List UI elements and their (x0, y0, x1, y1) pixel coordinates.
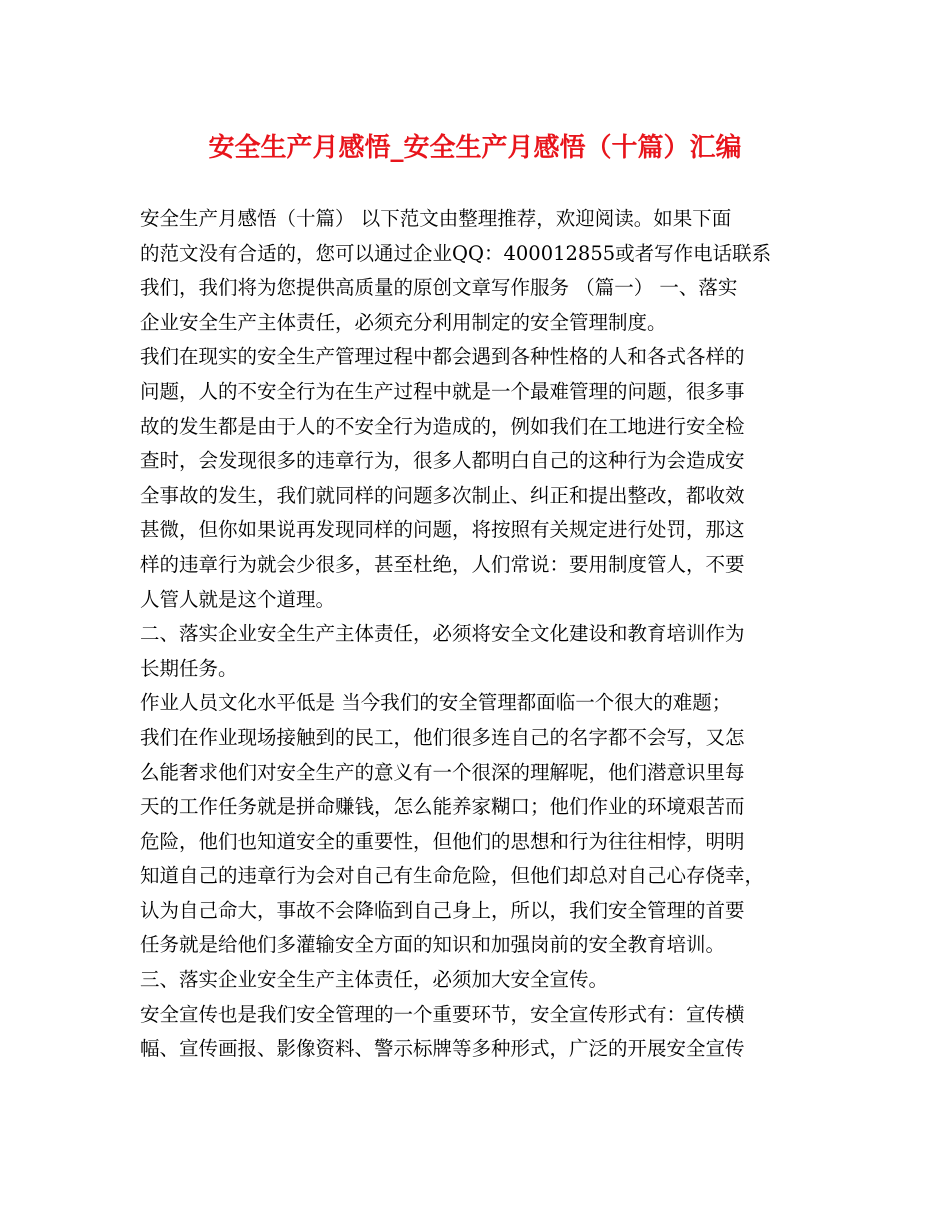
text-line: 危险，他们也知道安全的重要性，但他们的思想和行为往往相悖，明明 (140, 829, 745, 853)
text-line: 任务就是给他们多灌输安全方面的知识和加强岗前的安全教育培训。 (140, 933, 726, 957)
text-line: 么能奢求他们对安全生产的意义有一个很深的理解呢，他们潜意识里每 (140, 760, 745, 784)
text-line: 天的工作任务就是拼命赚钱，怎么能养家糊口；他们作业的环境艰苦而 (140, 795, 745, 819)
text-line: 幅、宣传画报、影像资料、警示标牌等多种形式，广泛的开展安全宣传 (140, 1037, 745, 1061)
text-line: 安全生产月感悟（十篇） 以下范文由整理推荐，欢迎阅读。如果下面 (140, 207, 732, 230)
text-line: 全事故的发生，我们就同样的问题多次制止、纠正和提出整改，都收效 (140, 483, 745, 507)
text-line: 查时，会发现很多的违章行为，很多人都明白自己的这种行为会造成安 (140, 449, 745, 473)
document-title: 安全生产月感悟_安全生产月感悟（十篇）汇编 (208, 133, 742, 163)
text-line: 问题，人的不安全行为在生产过程中就是一个最难管理的问题，很多事 (140, 379, 745, 403)
text-line: 的范文没有合适的，您可以通过企业QQ：400012855或者写作电话联系 (140, 241, 772, 265)
text-line: 人管人就是这个道理。 (140, 587, 336, 611)
text-line: 故的发生都是由于人的不安全行为造成的，例如我们在工地进行安全检 (140, 414, 745, 438)
text-line: 样的违章行为就会少很多，甚至杜绝，人们常说：要用制度管人，不要 (140, 552, 745, 576)
text-line: 知道自己的违章行为会对自己有生命危险，但他们却总对自己心存侥幸， (140, 864, 765, 888)
text-line: 我们，我们将为您提供高质量的原创文章写作服务 （篇一） 一、落实 (140, 276, 738, 300)
text-line: 认为自己命大，事故不会降临到自己身上，所以，我们安全管理的首要 (140, 898, 745, 922)
text-line: 作业人员文化水平低是 当今我们的安全管理都面临一个很大的难题； (140, 691, 732, 715)
text-line: 安全宣传也是我们安全管理的一个重要环节，安全宣传形式有：宣传横 (140, 1002, 745, 1026)
text-line: 三、落实企业安全生产主体责任，必须加大安全宣传。 (140, 968, 609, 992)
text-line: 甚微，但你如果说再发现同样的问题，将按照有关规定进行处罚，那这 (140, 518, 745, 542)
text-line: 我们在作业现场接触到的民工，他们很多连自己的名字都不会写，又怎 (140, 725, 745, 749)
document-body (140, 202, 820, 1067)
text-line: 我们在现实的安全生产管理过程中都会遇到各种性格的人和各式各样的 (140, 345, 745, 369)
text-line: 长期任务。 (140, 656, 238, 680)
text-line: 二、落实企业安全生产主体责任，必须将安全文化建设和教育培训作为 (140, 622, 745, 646)
text-line: 企业安全生产主体责任，必须充分利用制定的安全管理制度。 (140, 310, 667, 334)
